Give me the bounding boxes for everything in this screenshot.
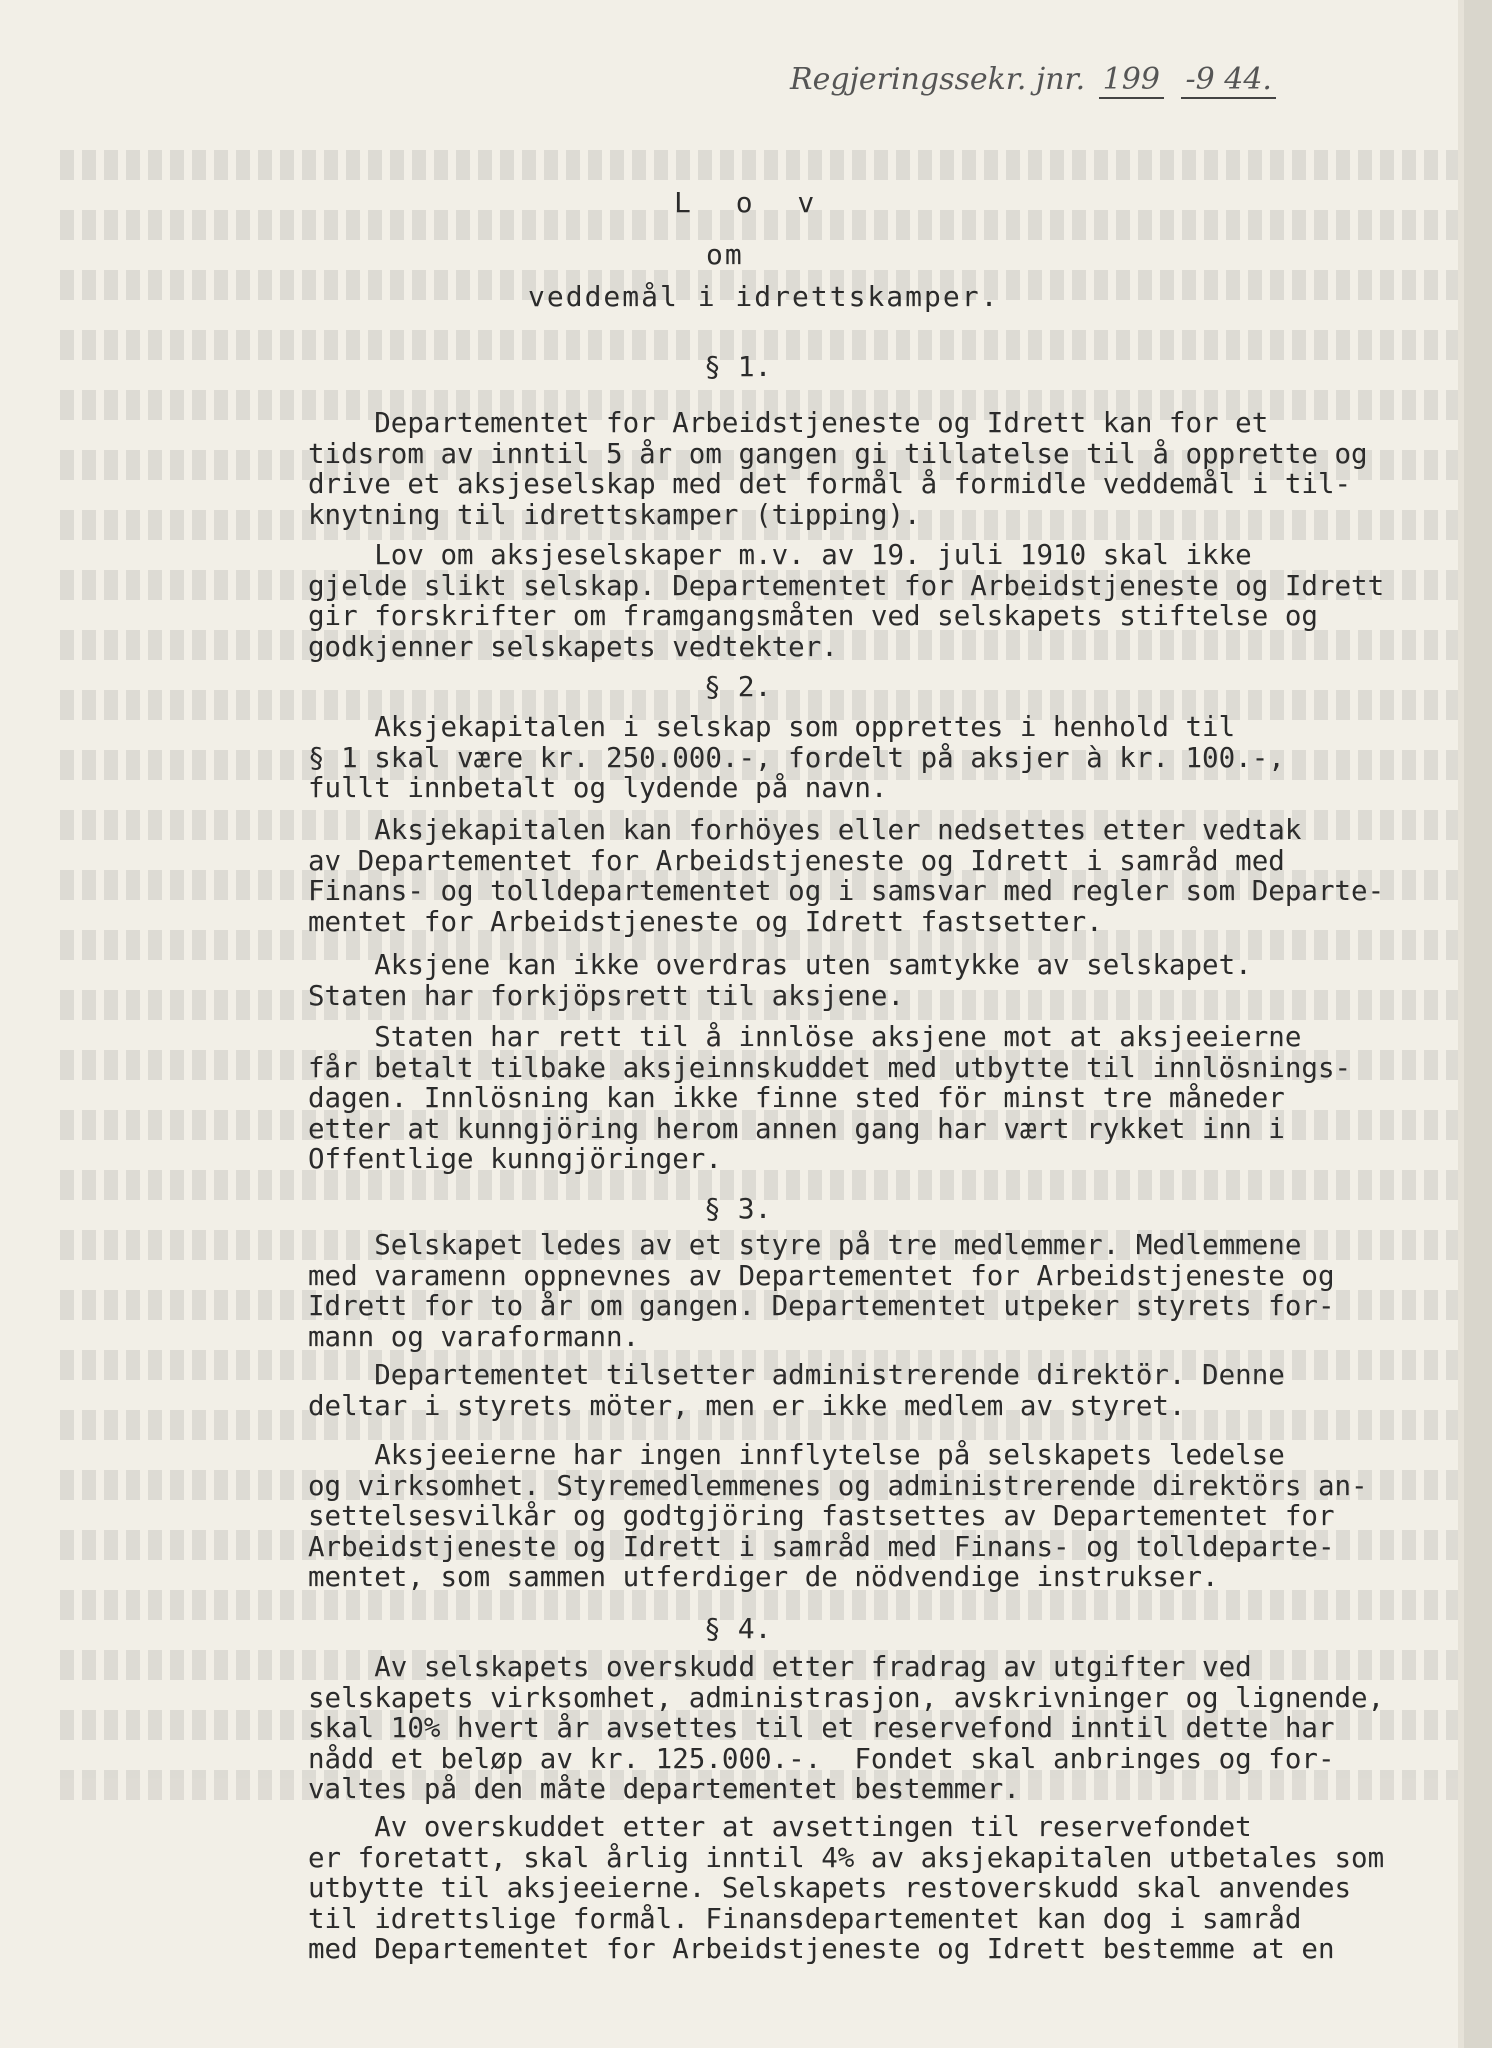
section-2-paragraph-3: Aksjene kan ikke overdras uten samtykke av selskapet. Staten har forkjöpsrett til aksjene. — [308, 949, 1252, 1012]
section-2-paragraph-1: Aksjekapitalen i selskap som opprettes i henhold til § 1 skal være kr. 250.000.-, fordelt på aksjer à kr. 100.-, fullt innbetalt og lydende på navn. — [308, 711, 1285, 804]
page-edge — [1458, 0, 1464, 2048]
stamp-year: -9 44. — [1181, 62, 1275, 99]
law-title-om: om — [706, 238, 744, 271]
section-1-paragraph-1: Departementet for Arbeidstjeneste og Idrett kan for et tidsrom av inntil 5 år om gangen gi tillatelse til å opprette og drive et aksjeselskap med det formål å formidle veddemål i til- knytning til idrettskamper (tipping). — [308, 407, 1368, 531]
stamp-number: 199 — [1099, 62, 1164, 99]
section-3-heading: § 3. — [704, 1192, 772, 1225]
law-title: L o v — [674, 186, 829, 219]
section-1-paragraph-2: Lov om aksjeselskaper m.v. av 19. juli 1910 skal ikke gjelde slikt selskap. Departementet for Arbeidstjeneste og Idrett gir forskrifter om framgangsmåten ved selskapets stiftelse og godkjenner selskapets vedtekter. — [308, 539, 1385, 663]
section-4-paragraph-2: Av overskuddet etter at avsettingen til reservefondet er foretatt, skal årlig inntil 4% av aksjekapitalen utbetales som utbytte til aksjeeierne. Selskapets restoverskudd skal anvendes til idrettslige formål. Finansdepartementet kan dog i samråd med Departementet for Arbeidstjeneste og Idrett bestemme at en — [308, 1811, 1385, 1965]
section-3-paragraph-3: Aksjeeierne har ingen innflytelse på selskapets ledelse og virksomhet. Styremedlemmenes og administrerende direktörs an- settelsesvilkår og godtgjöring fastsettes av Departementet for Arbeidstjeneste og Idrett i samråd med Finans- og tolldeparte- mentet, som sammen utferdiger de nödvendige instrukser. — [308, 1439, 1368, 1593]
section-4-paragraph-1: Av selskapets overskudd etter fradrag av utgifter ved selskapets virksomhet, administrasjon, avskrivninger og lignende, skal 10% hvert år avsettes til et reservefond inntil dette har nådd et beløp av kr. 125.000.-. Fondet skal anbringes og for- valtes på den måte departementet bestemmer. — [308, 1651, 1385, 1805]
section-1-heading: § 1. — [704, 350, 772, 383]
registry-stamp — [790, 62, 1280, 99]
law-subject: veddemål i idrettskamper. — [528, 280, 1000, 313]
section-3-paragraph-2: Departementet tilsetter administrerende direktör. Denne deltar i styrets möter, men er ikke medlem av styret. — [308, 1359, 1285, 1422]
section-2-paragraph-4: Staten har rett til å innlöse aksjene mot at aksjeeierne får betalt tilbake aksjeinnskuddet med utbytte til innlösnings- dagen. Innlösning kan ikke finne sted för minst tre måneder etter at kunngjöring herom annen gang har vært rykket inn i Offentlige kunngjöringer. — [308, 1021, 1352, 1175]
stamp-label: Regjeringssekr. jnr. — [790, 62, 1086, 97]
section-2-paragraph-2: Aksjekapitalen kan forhöyes eller nedsettes etter vedtak av Departementet for Arbeidstjeneste og Idrett i samråd med Finans- og tolldepartementet og i samsvar med regler som Departe- mentet for Arbeidstjeneste og Idrett fastsetter. — [308, 814, 1385, 938]
section-4-heading: § 4. — [704, 1612, 772, 1645]
section-3-paragraph-1: Selskapet ledes av et styre på tre medlemmer. Medlemmene med varamenn oppnevnes av Departementet for Arbeidstjeneste og Idrett for to år om gangen. Departementet utpeker styrets for- mann og varaformann. — [308, 1229, 1335, 1353]
section-2-heading: § 2. — [704, 670, 772, 703]
